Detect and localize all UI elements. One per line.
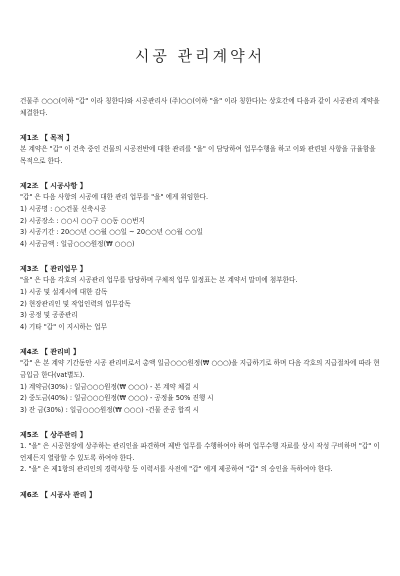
list-item: 3) 시공기간 : 20○○년 ○○월 ○○일 ~ 20○○년 ○○월 ○○일: [20, 228, 203, 237]
list-item: 2) 현장관리인 및 작업인력의 업무감독: [20, 299, 131, 308]
article-body: [20, 192, 380, 250]
intro-paragraph: 건물주 ○○○(이하 "갑" 이라 칭한다)와 시공관리사 (주)○○(이하 "을" 이라 칭한다)는 상호간에 다음과 같이 시공관리 계약을 체결한다.: [20, 97, 380, 117]
article-text: 본 계약은 "갑" 이 건축 중인 건물의 시공전반에 대한 관리를 "을" 이 담당하여 업무수행을 하고 이와 관련된 사항을 규율함을 목적으로 한다.: [20, 145, 376, 165]
article-body: [20, 144, 380, 167]
article-3: [20, 263, 380, 333]
list-item: 1) 시공 및 설계시에 대한 감독: [20, 287, 108, 296]
article-heading: 제5조 【 상주관리 】: [20, 431, 87, 440]
list-item: 3) 잔 금(30%) : 일금○○○원정(₩ ○○○) -건물 준공 합격 시: [20, 405, 200, 414]
list-item: 2) 중도금(40%) : 일금○○○원정(₩ ○○○) - 공정율 50% 진행 시: [20, 394, 214, 403]
list-item: 4) 기타 "갑" 이 지시하는 업무: [20, 322, 108, 331]
article-heading: 제2조 【 시공사항 】: [20, 182, 87, 191]
article-heading: 제3조 【 관리업무 】: [20, 265, 87, 274]
list-item: 4) 시공금액 : 일금○○○원정(₩ ○○○): [20, 239, 135, 248]
article-text: "갑" 은 다음 사항의 시공에 대한 관리 업무를 "을" 에게 위임한다.: [20, 193, 209, 202]
list-item: 1) 계약금(30%) : 일금○○○원정(₩ ○○○) - 본 계약 체결 시: [20, 382, 200, 391]
article-body: [20, 275, 380, 333]
article-heading: 제6조 【 시공사 관리 】: [20, 491, 96, 500]
article-text: "갑" 은 본 계약 기간동안 시공 관리비로서 총액 일금○○○원정(₩ ○○○)을 지급하기로 하며 다음 각호의 지급절차에 따라 현금입금 한다(vat별도).: [20, 359, 380, 379]
page-title: 시공 관리계약서: [134, 47, 266, 65]
article-text: "을" 은 다음 각호의 시공관리 업무를 담당하며 구체적 업무 일정표는 본 계약서 말미에 첨부한다.: [20, 276, 298, 285]
list-item: 3) 공정 및 공종관리: [20, 311, 78, 320]
article-heading: 제1조 【 목적 】: [20, 134, 74, 143]
list-item: 1. "을" 은 시공현장에 상주하는 관리인을 파견하며 제반 업무를 수행하여야 하며 업무수행 자료를 상시 작성 구비하며 "갑" 이 언제든지 열람할 수 있도록 하여야 한다.: [20, 442, 380, 462]
article-body: [20, 441, 380, 476]
list-item: 2) 시공장소 : ○○시 ○○구 ○○동 ○○번지: [20, 216, 145, 225]
article-6: [20, 489, 380, 501]
article-2: [20, 180, 380, 250]
article-5: [20, 429, 380, 476]
article-body: [20, 358, 380, 416]
article-4: [20, 346, 380, 416]
article-heading: 제4조 【 관리비 】: [20, 348, 80, 357]
list-item: 1) 시공명 : ○○건물 신축시공: [20, 204, 107, 213]
article-1: [20, 132, 380, 167]
list-item: 2. "을" 은 제1항의 관리인의 경력사항 등 이력서를 사전에 "갑" 에게 제공하여 "갑" 의 승인을 득하여야 한다.: [20, 465, 333, 474]
